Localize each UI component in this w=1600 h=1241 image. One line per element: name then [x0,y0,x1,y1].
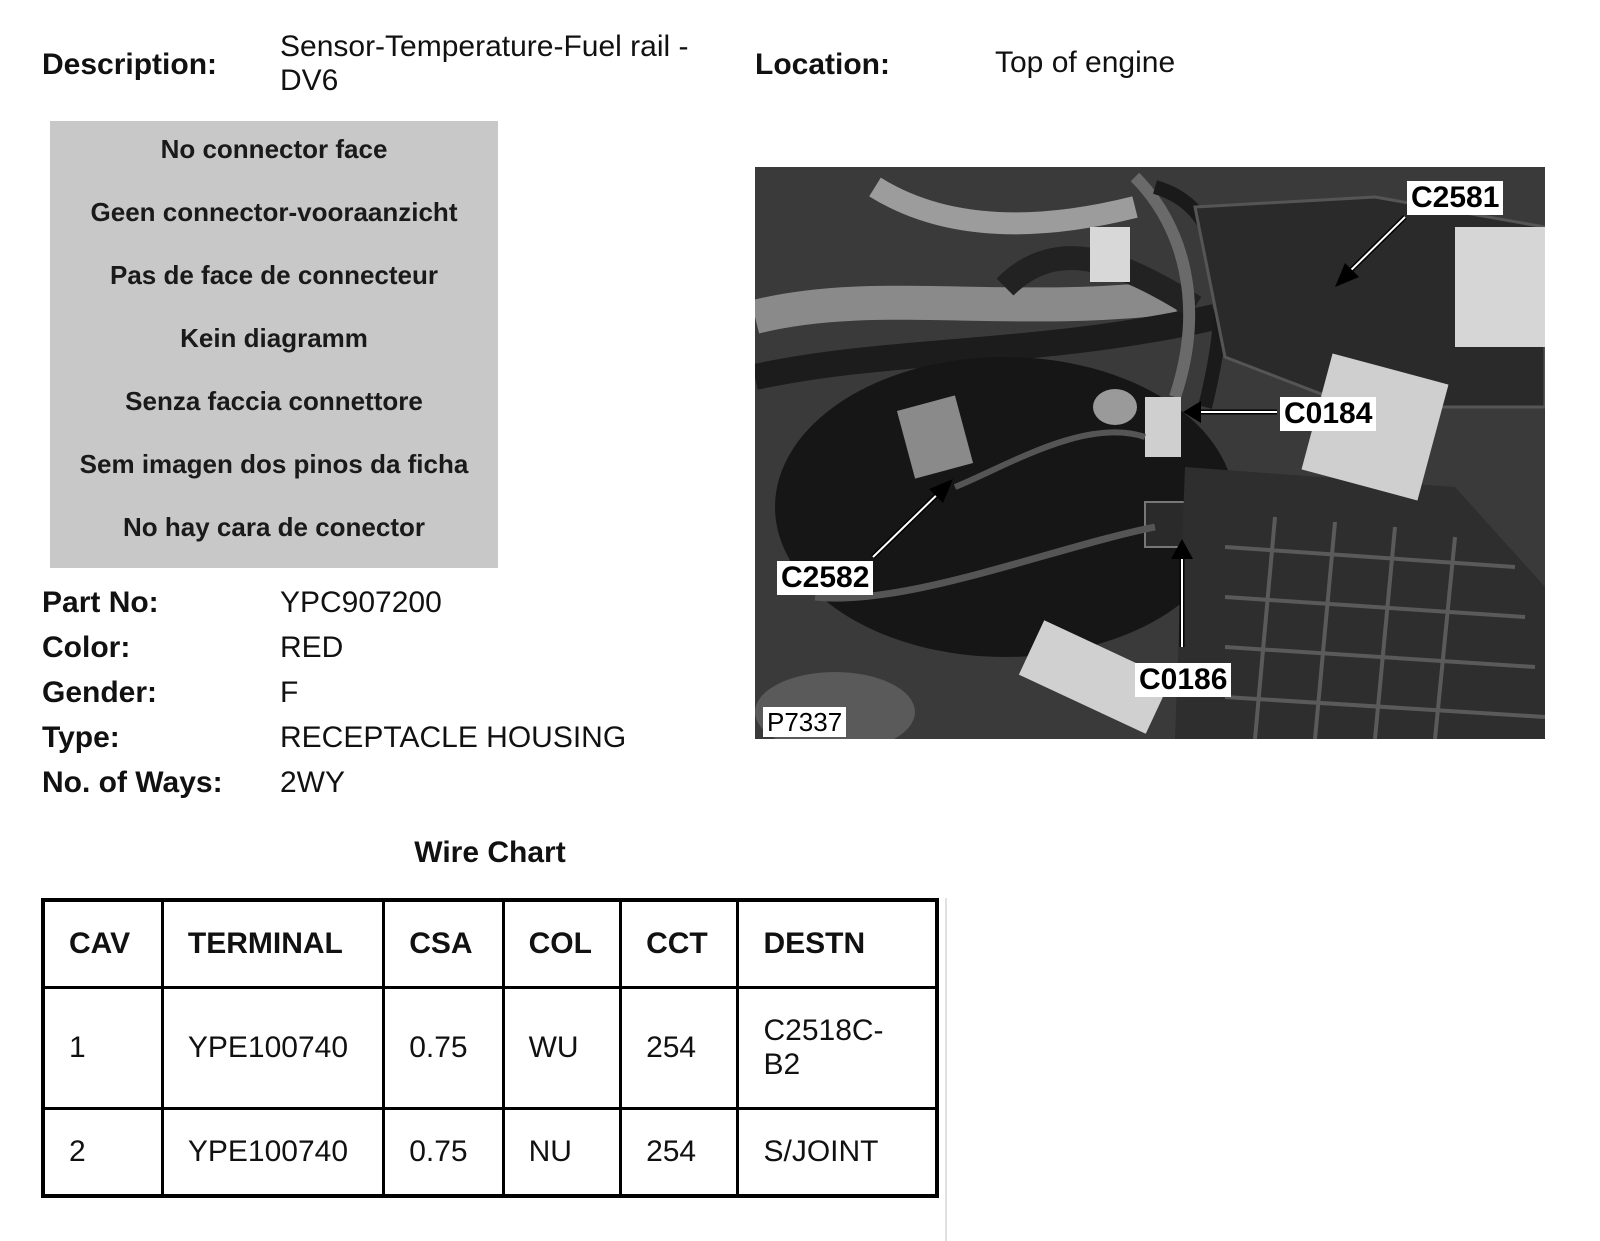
cell-col: WU [503,988,620,1109]
header-csa: CSA [384,900,503,988]
part-no-value: YPC907200 [280,586,442,619]
description-line-1: Sensor-Temperature-Fuel rail - [280,30,689,63]
cell-cav: 1 [43,988,162,1109]
header-cav: CAV [43,900,162,988]
description-value [280,30,720,98]
header-col: COL [503,900,620,988]
gender-value: F [280,676,299,709]
no-connector-text-de: Kein diagramm [180,323,368,353]
cell-cct: 254 [621,988,738,1109]
engine-location-photo [755,167,1545,739]
cell-csa: 0.75 [384,988,503,1109]
ways-label: No. of Ways: [42,766,223,799]
header-cct: CCT [621,900,738,988]
no-connector-face-panel [50,121,498,568]
wire-chart-table [41,898,939,1198]
cell-destn-line-1: C2518C- [763,1014,884,1047]
header-terminal: TERMINAL [162,900,383,988]
callout-c0184: C0184 [1280,397,1376,431]
location-value: Top of engine [995,46,1176,79]
part-no-label: Part No: [42,586,159,619]
header-destn: DESTN [738,900,937,988]
cell-terminal: YPE100740 [162,1109,383,1197]
gender-label: Gender: [42,676,158,709]
page-divider-line [945,898,947,1241]
wire-chart-title: Wire Chart [414,836,566,869]
description-line-2: DV6 [280,64,339,97]
location-label: Location: [755,48,890,81]
callout-c2581: C2581 [1407,181,1503,215]
no-connector-text-it: Senza faccia connettore [125,386,423,416]
table-row [43,1109,937,1197]
cell-csa: 0.75 [384,1109,503,1197]
cell-cct: 254 [621,1109,738,1197]
color-label: Color: [42,631,131,664]
engine-photo-illustration [755,167,1545,739]
table-row [43,988,937,1109]
cell-destn: S/JOINT [738,1109,937,1197]
cell-destn [738,988,937,1109]
photo-reference: P7337 [763,707,846,737]
no-connector-text-fr: Pas de face de connecteur [109,260,439,290]
cell-cav: 2 [43,1109,162,1197]
cell-terminal: YPE100740 [162,988,383,1109]
no-connector-text-en: No connector face [160,134,388,164]
callout-c0186: C0186 [1135,663,1231,697]
color-value: RED [280,631,344,664]
no-connector-text-pt: Sem imagen dos pinos da ficha [79,449,469,479]
type-label: Type: [42,721,120,754]
wire-chart-header-row [43,900,937,988]
cell-destn-line-2: B2 [763,1048,801,1081]
cell-col: NU [503,1109,620,1197]
no-connector-text-nl: Geen connector-vooraanzicht [90,197,458,227]
description-label: Description: [42,48,218,81]
ways-value: 2WY [280,766,346,799]
no-connector-text-es: No hay cara de conector [123,512,425,542]
type-value: RECEPTACLE HOUSING [280,721,627,754]
callout-c2582: C2582 [777,561,873,595]
